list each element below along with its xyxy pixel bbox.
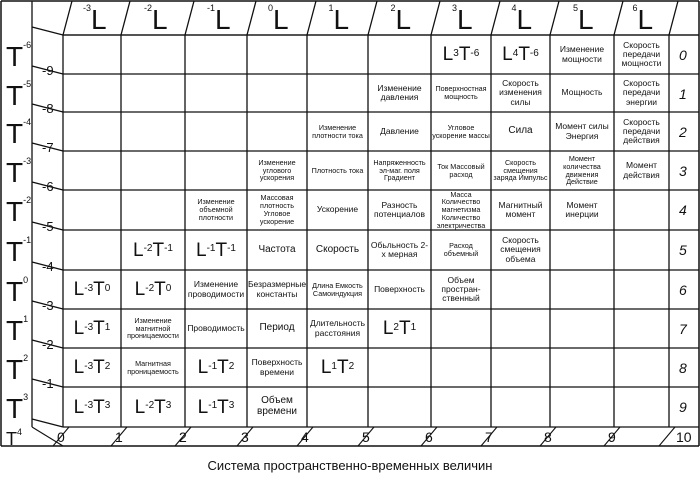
row-header-T: $T^{-5}$ [6,79,32,111]
table-cell: Расход объемный [443,241,479,258]
table-cell: Длительность расстояния [309,318,366,338]
table-cell: L $^2$ T $^1$ [382,318,417,339]
column-line-slant [669,1,678,35]
row-header-T: $T^{-2}$ [6,195,32,227]
column-header-L: $^{-3}$L [83,3,107,35]
table-cell: Поверхность времени [251,357,303,377]
column-line-slant [431,1,440,35]
column-header-L: $^6$L [632,3,654,35]
table-cell: Скорость передачи действия [622,116,661,146]
table-cell: Изменение объемной плотности [197,197,235,222]
row-header-T: $T^2$ [6,353,29,385]
table-cell: L $^1$ T $^2$ [320,357,355,378]
table-cell: Изменение мощности [559,44,605,64]
bottom-number: 7 [485,429,493,445]
table-cell: Давление [380,125,419,136]
bottom-number: 4 [301,429,309,445]
table-cell: L $^{-2}$ T $^3$ [134,396,172,418]
table-cell: Магнитный момент [498,199,543,219]
row-header-T: $T^0$ [6,275,29,307]
bottom-number: 9 [608,429,616,445]
row-header-T: $T^{-6}$ [6,40,32,72]
table-cell: Магнитная проницаемость [127,358,179,376]
table-cell: Массовая плотность Угловое ускорение [259,193,295,226]
table-cell: L $^{-1}$ T $^3$ [197,396,235,418]
row-header-T: $T^{-4}$ [6,117,32,149]
table-cell: L $^{-3}$ T $^2$ [73,357,111,378]
right-number: 1 [679,86,687,102]
table-cell: Момент инерции [565,199,599,219]
table-cell: Мощность [561,87,603,98]
table-cell: Момент действия [623,160,660,180]
diagonal-number: -5 [42,219,54,234]
bottom-number: 2 [179,429,187,445]
table-cell: Объем простран- ственный [441,274,481,304]
table-cell: Скорость изменения силы [499,78,542,107]
column-line-slant [121,1,130,35]
table-cell: Поверхностная мощность [435,84,487,101]
row-header-T: $T^3$ [6,392,29,424]
table-cell: L $^{-3}$ T $^0$ [73,279,111,300]
bottom-number: 5 [362,429,370,445]
table-cell: Период [259,322,295,334]
right-number: 5 [679,242,687,258]
right-number: 7 [679,321,687,337]
table-cell: Изменение углового ускорения [258,157,296,183]
column-line-slant [63,1,72,35]
column-line-slant [247,1,256,35]
table-cell: Масса Количество магнетизма Количество электричества [436,190,486,230]
right-number: 4 [679,202,687,218]
bottom-number: 10 [676,429,692,445]
table-cell: Изменение плотности тока [312,122,363,140]
table-cell: L $^{-2}$ T $^0$ [134,279,172,300]
table-cell: Поверхность [374,283,425,294]
table-cell: L $^{-3}$ T $^1$ [73,318,111,339]
right-number: 3 [679,163,687,179]
column-line-slant [185,1,194,35]
table-cell: Длина Емкость Самоиндукция [312,280,363,298]
table-cell: Проводимость [187,322,245,333]
table-cell: Напряженность эл-маг. поля Градиент [373,157,426,183]
table-cell: Изменение давления [377,82,422,102]
table-cell: Скорость [315,243,360,255]
row-header-T: $T^{-1}$ [6,235,32,267]
right-number: 2 [679,124,687,140]
bottom-number: 3 [241,429,249,445]
table-cell: L $^{-1}$ T $^2$ [197,357,235,378]
diagonal-number: -9 [42,63,54,78]
table-cell: Изменение проводимости [187,279,245,299]
column-header-L: $^5$L [573,3,594,35]
row-line-slant [32,27,63,35]
table-cell: Сила [508,125,533,137]
right-number: 6 [679,282,687,298]
bottom-number: 8 [544,429,552,445]
bottom-number: 1 [115,429,123,445]
table-cell: Изменение магнитной проницаемости [127,315,179,341]
right-number: 9 [679,399,687,415]
column-line-slant [491,1,500,35]
table-cell: Безразмерные константы [247,279,307,299]
row-line-slant [32,419,63,427]
table-cell: Момент количества движения Действие [563,153,601,187]
table-cell: Скорость передачи энергии [622,78,661,107]
table-cell: L $^4$ T $^{-6}$ [502,44,539,65]
diagonal-number: -6 [42,179,54,194]
diagonal-number: -1 [42,376,54,391]
table-cell: Скорость передачи мощности [621,39,662,69]
diagonal-number: -7 [42,140,54,155]
row-header-T: $T^1$ [6,314,29,346]
diagonal-number: -4 [42,259,54,274]
column-header-L: $^1$L [328,3,350,35]
diagonal-number: -8 [42,101,54,116]
bottom-number: 0 [57,429,65,445]
right-number: 0 [679,47,687,63]
diagonal-number: -3 [42,298,54,313]
table-cell: Ускорение [316,204,359,215]
table-cell: Момент силы Энергия [555,121,609,141]
table-cell: Скорость смещения объема [500,235,541,264]
table-cell: L $^{-3}$ T $^3$ [73,396,111,418]
bottom-number: 6 [425,429,433,445]
column-header-L: $^0$L [268,3,289,35]
table-cell: Ток Массовый расход [437,161,485,179]
table-cell: Объем времени [257,395,297,417]
column-header-L: $^{-2}$L [144,3,168,35]
column-line-slant [307,1,316,35]
table-cell: Скорость смещения заряда Импульс [493,157,548,183]
table-cell: L $^{-1}$ T $^{-1}$ [196,239,236,261]
table-cell: Обьльность 2-х мерная [370,239,429,259]
table-cell: L $^{-2}$ T $^{-1}$ [133,239,173,261]
caption: Система пространственно-временных величин [207,458,493,473]
table-cell: Частота [258,243,296,255]
table-cell: Плотность тока [311,165,364,175]
bottom-tick [659,427,675,446]
table-cell: Угловое ускорение массы [432,122,490,140]
table-cell: Разность потенциалов [373,199,425,219]
row-header-T: $T^{-3}$ [6,156,32,188]
column-header-L: $^{-1}$L [207,3,231,35]
right-number: 8 [679,360,687,376]
row-header-T: $T^4$ [6,427,23,449]
column-header-L: $^4$L [511,3,533,35]
column-line-slant [368,1,377,35]
column-line-slant [550,1,559,35]
column-header-L: $^2$L [390,3,412,35]
diagonal-number: -2 [42,337,54,352]
column-line-slant [614,1,623,35]
table-cell: L $^3$ T $^{-6}$ [442,44,480,65]
column-header-L: $^3$L [452,3,473,35]
